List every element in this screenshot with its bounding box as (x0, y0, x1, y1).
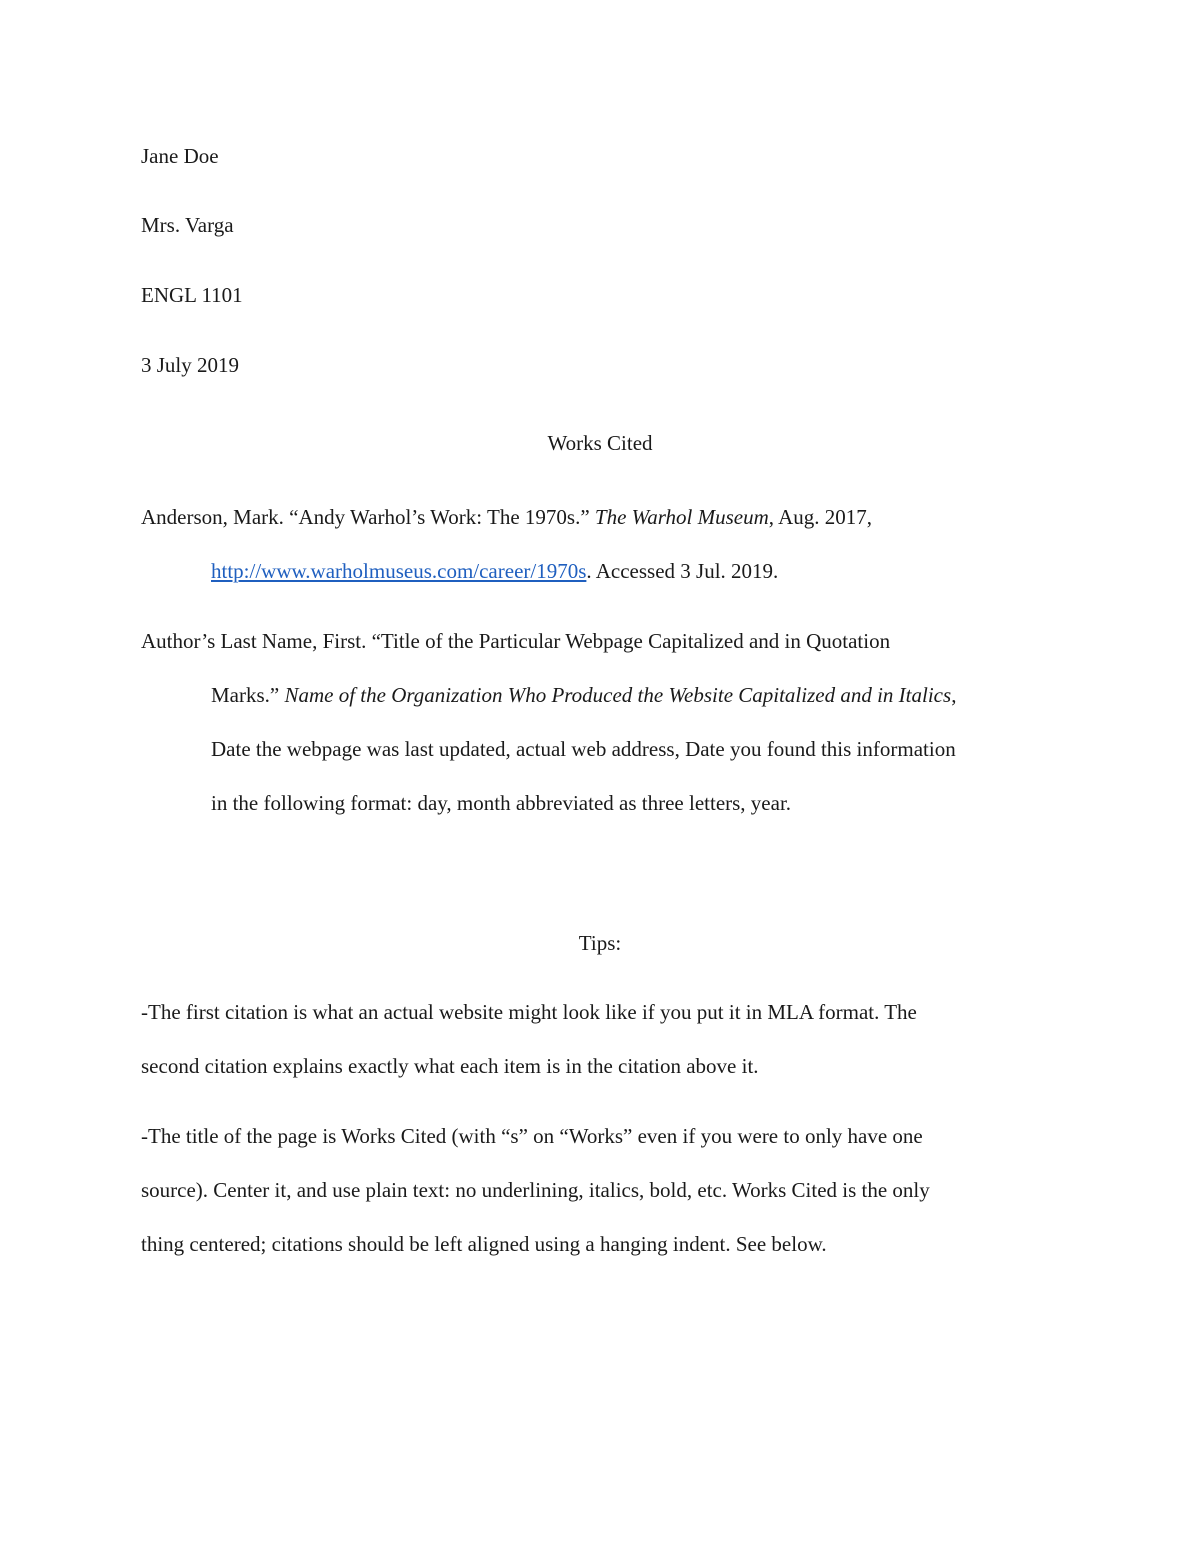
course-name: ENGL 1101 (141, 283, 243, 307)
instructor-name: Mrs. Varga (141, 213, 234, 237)
tip-2-line-2: source). Center it, and use plain text: no underlining, italics, bold, etc. Works Cited is the only (141, 1178, 930, 1202)
citation-author: Anderson, Mark. (141, 505, 284, 529)
citation-entry-2-line-2 (211, 682, 956, 708)
citation-date: , Aug. 2017, (768, 505, 873, 529)
citation-entry-2-line-4: in the following format: day, month abbreviated as three letters, year. (211, 791, 792, 815)
citation-template-site-name: Name of the Organization Who Produced the Website Capitalized and in Italics (284, 683, 952, 707)
citation-entry-1-line-1 (141, 504, 872, 530)
citation-site-name: The Warhol Museum (594, 505, 769, 529)
works-cited-title: Works Cited (547, 431, 653, 455)
citation-entry-2-line-1: Author’s Last Name, First. “Title of the Particular Webpage Capitalized and in Quotation (141, 629, 891, 653)
tips-title: Tips: (578, 931, 622, 955)
tip-2-line-1: -The title of the page is Works Cited (with “s” on “Works” even if you were to only have one (141, 1124, 923, 1148)
citation-entry-2-line-3: Date the webpage was last updated, actual web address, Date you found this information (211, 737, 956, 761)
citation-template-marks: Marks.” (211, 683, 280, 707)
tip-1-line-2: second citation explains exactly what each item is in the citation above it. (141, 1054, 759, 1078)
paper-date: 3 July 2019 (141, 353, 240, 377)
citation-template-comma: , (951, 683, 957, 707)
citation-accessed: . Accessed 3 Jul. 2019. (586, 559, 779, 583)
citation-entry-1-line-2 (211, 558, 778, 584)
citation-article-title: “Andy Warhol’s Work: The 1970s.” (289, 505, 590, 529)
tip-2-line-3: thing centered; citations should be left aligned using a hanging indent. See below. (141, 1232, 827, 1256)
student-name: Jane Doe (141, 144, 219, 168)
citation-url-link[interactable]: http://www.warholmuseus.com/career/1970s (211, 559, 587, 583)
tip-1-line-1: -The first citation is what an actual website might look like if you put it in MLA format. The (141, 1000, 917, 1024)
